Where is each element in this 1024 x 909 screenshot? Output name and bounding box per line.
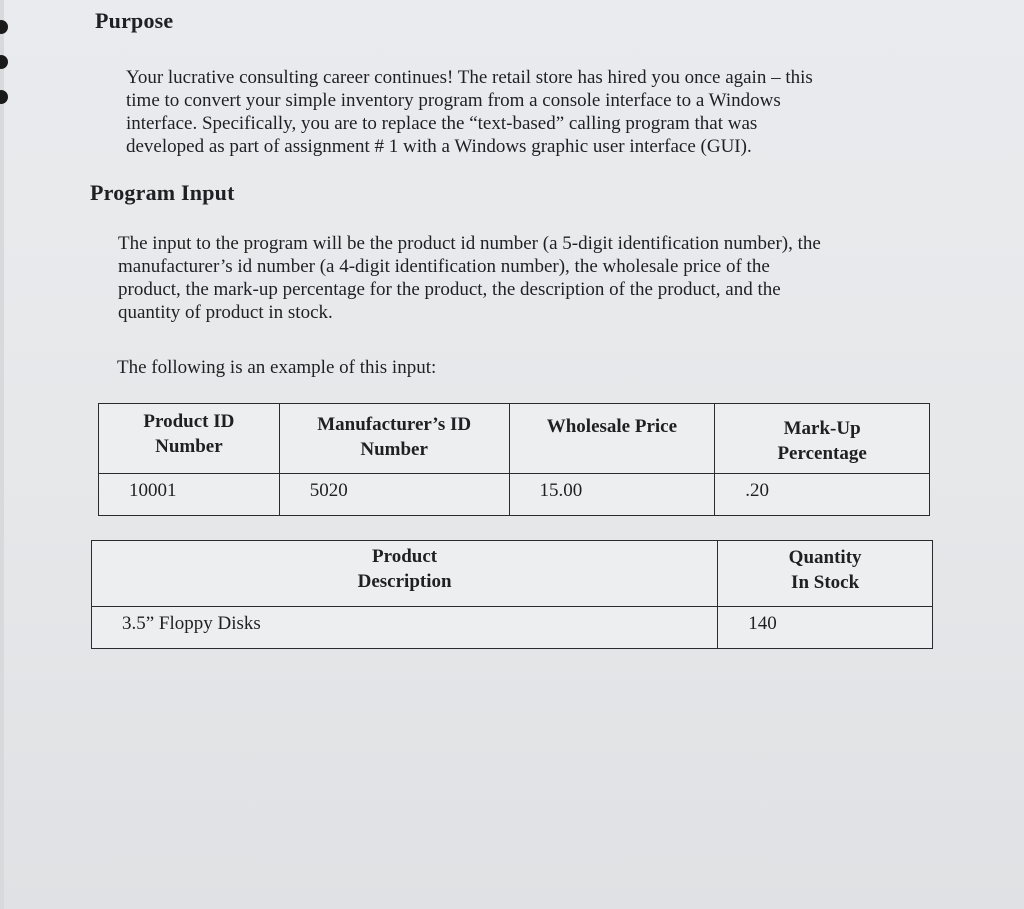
input-line: manufacturer’s id number (a 4-digit identification number), the wholesale price of the	[118, 256, 770, 277]
value-product-id: 10001	[99, 474, 280, 516]
header-line: Wholesale Price	[546, 416, 678, 437]
example-intro: The following is an example of this input:	[117, 357, 437, 378]
binder-hole	[0, 20, 8, 34]
header-product-id	[99, 404, 280, 474]
purpose-heading: Purpose	[95, 8, 174, 33]
purpose-line: interface. Specifically, you are to replace the “text-based” calling program that was	[126, 113, 758, 134]
header-line: Product	[372, 546, 438, 567]
header-line: Product ID	[143, 411, 235, 432]
value-quantity-in-stock: 140	[718, 607, 933, 649]
value-manufacturer-id: 5020	[279, 474, 509, 516]
header-manufacturer-id	[279, 404, 509, 474]
purpose-line: Your lucrative consulting career continues! The retail store has hired you once again – this	[126, 67, 813, 88]
binder-hole	[0, 90, 8, 104]
purpose-paragraph	[126, 66, 813, 158]
header-line: Description	[357, 571, 452, 592]
binder-hole	[0, 55, 8, 69]
input-line: quantity of product in stock.	[118, 302, 333, 323]
purpose-line: time to convert your simple inventory program from a console interface to a Windows	[126, 90, 781, 111]
value-product-description: 3.5” Floppy Disks	[92, 607, 718, 649]
input-example-table-1	[98, 403, 930, 516]
header-line: Mark-Up	[783, 418, 861, 439]
header-line: Quantity	[788, 547, 862, 568]
value-wholesale-price: 15.00	[509, 474, 715, 516]
header-line: Percentage	[777, 443, 867, 464]
program-input-heading: Program Input	[90, 180, 235, 205]
input-line: The input to the program will be the product id number (a 5-digit identification number), the	[118, 233, 821, 254]
input-example-table-2	[91, 540, 933, 649]
header-line: In Stock	[791, 572, 860, 593]
program-input-paragraph	[118, 232, 821, 324]
header-quantity-in-stock	[718, 541, 933, 607]
header-markup-percentage	[715, 404, 930, 474]
page-edge	[0, 0, 4, 909]
header-line: Manufacturer’s ID	[317, 414, 472, 435]
purpose-line: developed as part of assignment # 1 with a Windows graphic user interface (GUI).	[126, 136, 752, 157]
value-markup-percentage: .20	[715, 474, 930, 516]
header-line: Number	[155, 436, 223, 457]
header-product-description	[92, 541, 718, 607]
input-line: product, the mark-up percentage for the product, the description of the product, and the	[118, 279, 781, 300]
header-line: Number	[360, 439, 428, 460]
header-wholesale-price	[509, 404, 715, 474]
